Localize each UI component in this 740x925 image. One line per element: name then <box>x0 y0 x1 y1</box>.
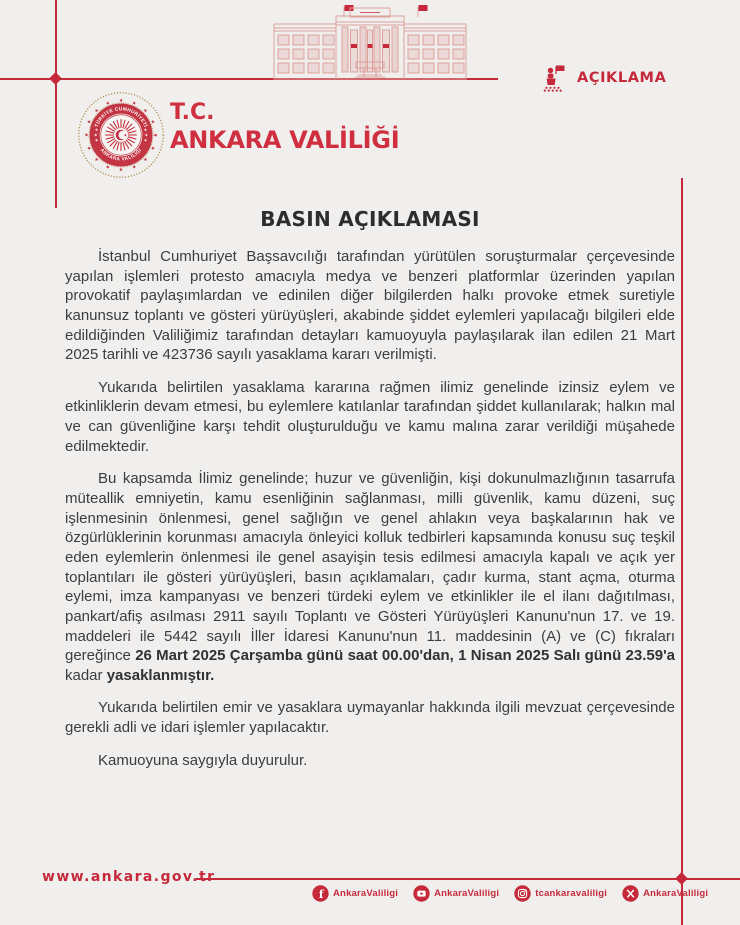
seal-bottom-text: ANKARA VALİLİĞİ <box>98 148 144 163</box>
svg-text:★: ★ <box>141 108 148 115</box>
svg-text:★: ★ <box>94 155 101 162</box>
svg-text:★: ★ <box>85 132 90 138</box>
svg-text:★: ★ <box>93 127 100 133</box>
rule-diamond-node <box>49 72 62 85</box>
svg-text:★: ★ <box>142 127 149 133</box>
youtube-icon <box>413 885 430 902</box>
social-handle: AnkaraValiligi <box>333 888 399 899</box>
footer-rule <box>196 878 740 880</box>
press-paragraph: Yukarıda belirtilen yasaklama kararına rağmen ilimiz genelinde izinsiz eylem ve etkinliklerin devam etmesi, bu eylemlere katılanlar tarafından şiddet kullanılarak; halkın mal ve can güvenliğine karşı tehdit oluşturulduğu ve kamu malına zarar verildiği müşahede edilmektedir. <box>65 378 675 455</box>
svg-text:★: ★ <box>105 100 112 108</box>
svg-text:★: ★ <box>130 162 137 170</box>
svg-text:★: ★ <box>152 132 157 138</box>
social-handle: AnkaraValiligi <box>434 888 500 899</box>
government-building-icon <box>272 4 468 80</box>
press-title: BASIN AÇIKLAMASI <box>260 207 480 231</box>
svg-text:★: ★ <box>94 108 101 115</box>
press-paragraph: İstanbul Cumhuriyet Başsavcılığı tarafından yürütülen soruşturmalar çerçevesinde yapılan işlemleri protesto amacıyla medya ve benzeri platformlar üzerinden yapılan provokatif paylaşımlardan ve edinilen diğer bilgilerden halkı provoke etmek suretiyle kanunsuz toplantı ve gösteri yürüyüşleri, akabinde şiddet eylemleri yapılacağı bilgileri elde edildiğinden Valiliğimiz tarafından detayları kamuoyuyla paylaşılarak ilan edilen 21 Mart 2025 tarihli ve 423736 sayılı yasaklama kararı verilmişti. <box>65 248 675 364</box>
svg-text:f: f <box>318 887 324 901</box>
ankara-governorship-seal-icon <box>77 91 165 179</box>
press-paragraph: Kamuoyuna saygıyla duyurulur. <box>98 751 308 769</box>
social-handle: tcankaravaliligi <box>535 888 608 899</box>
social-item-x[interactable] <box>622 885 708 902</box>
footer-website-link[interactable]: www.ankara.gov.tr <box>42 869 216 885</box>
social-item-instagram[interactable] <box>514 885 607 902</box>
x-icon <box>622 885 639 902</box>
svg-text:★: ★ <box>130 100 137 108</box>
press-paragraph: Bu kapsamda İlimiz genelinde; huzur ve güvenliğin, kişi dokunulmazlığının tasarrufa müteallik emniyetin, kamu esenliğinin sağlanması, milli güvenlik, kamu düzeni, suç işlenmesinin önlenmesi, genel sağlığın ve genel ahlakın veya başkalarının hak ve özgürlüklerinin korunması amacıyla önleyici kolluk tedbirleri kapsamında konusu suç teşkil eden eylemlerin önlenmesi ile genel asayişin tesis edilmesi amacıyla kapalı ve açık yer toplantıları ile gösteri yürüyüşleri, basın açıklamaları, çadır kurma, stant açma, oturma eylemi, imza kampanyası ve benzeri türdeki eylem ve etkinlikler ile el ilanı dağıtılması, pankart/afiş asılması 2911 sayılı Toplantı ve Gösteri Yürüyüşleri Kanunu'nun 17. ve 19. maddeleri ile 5442 sayılı İller İdaresi Kanunu'nun 11. maddesinin (A) ve (C) fıkraları gereğince 26 Mart 2025 Çarşamba günü saat 00.00'dan, 1 Nisan 2025 Salı günü 23.59'a kadar yasaklanmıştır. <box>65 470 675 684</box>
press-paragraph: Yukarıda belirtilen emir ve yasaklara uymayanlar hakkında ilgili mevzuat çerçevesinde gerekli adli ve idari işlemler yapılacaktır. <box>65 699 675 737</box>
svg-text:★: ★ <box>105 162 112 170</box>
announcement-speaker-icon <box>543 64 568 92</box>
svg-text:★: ★ <box>141 155 148 162</box>
svg-text:★: ★ <box>118 99 124 104</box>
svg-text:★: ★ <box>93 137 100 143</box>
svg-text:★: ★ <box>118 166 124 171</box>
social-list <box>312 885 708 902</box>
press-body <box>65 247 675 783</box>
social-item-youtube[interactable] <box>413 885 499 902</box>
rule-diamond-node <box>675 872 688 885</box>
svg-text:★: ★ <box>143 133 149 137</box>
badge-label: AÇIKLAMA <box>577 70 667 86</box>
announcement-badge <box>543 64 666 92</box>
seal-top-text: TÜRKİYE CUMHURİYETİ <box>94 107 148 129</box>
svg-text:★: ★ <box>93 133 99 137</box>
org-title-name: ANKARA VALİLİĞİ <box>170 126 400 154</box>
svg-text:★: ★ <box>148 119 156 126</box>
svg-text:★: ★ <box>123 132 128 138</box>
social-handle: AnkaraValiligi <box>643 888 709 899</box>
left-rule <box>55 0 57 208</box>
instagram-icon <box>514 885 531 902</box>
svg-text:★: ★ <box>148 144 156 151</box>
svg-text:★: ★ <box>142 137 149 143</box>
org-title-prefix: T.C. <box>170 100 215 125</box>
social-item-facebook[interactable] <box>312 885 398 902</box>
facebook-icon <box>312 885 329 902</box>
right-rule <box>681 178 683 925</box>
svg-text:★: ★ <box>86 144 94 151</box>
svg-text:★: ★ <box>86 119 94 126</box>
